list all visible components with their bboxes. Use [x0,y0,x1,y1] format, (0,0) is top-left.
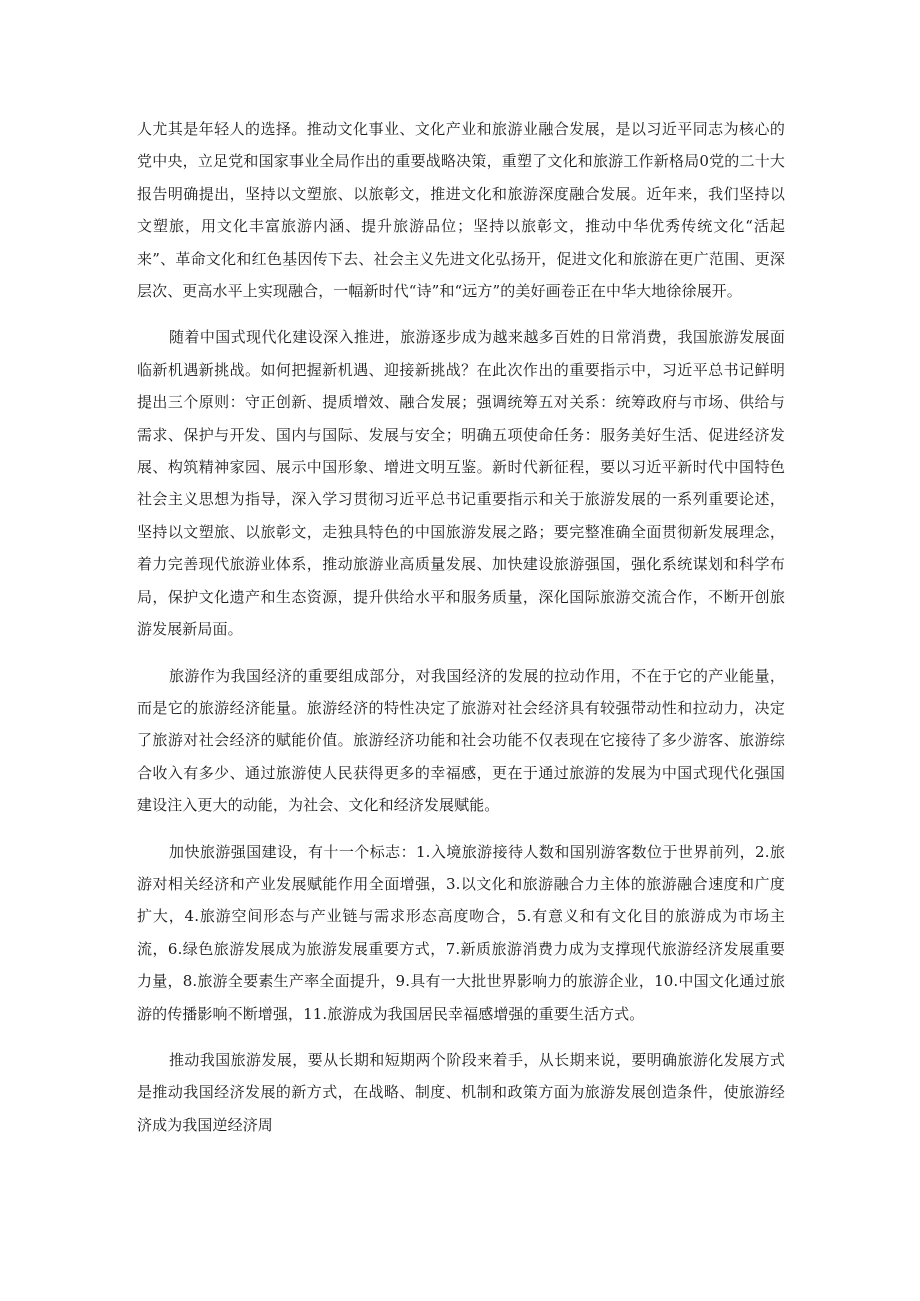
paragraph-3: 旅游作为我国经济的重要组成部分，对我国经济的发展的拉动作用，不在于它的产业能量，而是它的旅游经济能量。旅游经济的特性决定了旅游对社会经济具有较强带动性和拉动力，决定了旅游对社会经济的赋能价值。旅游经济功能和社会功能不仅表现在它接待了多少游客、旅游综合收入有多少、通过旅游使人民获得更多的幸福感，更在于通过旅游的发展为中国式现代化强国建设注入更大的动能，为社会、文化和经济发展赋能。 [137,666,785,815]
paragraph-2: 随着中国式现代化建设深入推进，旅游逐步成为越来越多百姓的日常消费，我国旅游发展面临新机遇新挑战。如何把握新机遇、迎接新挑战？在此次作出的重要指示中，习近平总书记鲜明提出三个原则：守正创新、提质增效、融合发展；强调统筹五对关系：统筹政府与市场、供给与需求、保护与开发、国内与国际、发展与安全；明确五项使命任务：服务美好生活、促进经济发展、构筑精神家园、展示中国形象、增进文明互鉴。新时代新征程，要以习近平新时代中国特色社会主义思想为指导，深入学习贯彻习近平总书记重要指示和关于旅游发展的一系列重要论述，坚持以文塑旅、以旅彰文，走独具特色的中国旅游发展之路；要完整准确全面贯彻新发展理念，着力完善现代旅游业体系，推动旅游业高质量发展、加快建设旅游强国，强化系统谋划和科学布局，保护文化遗产和生态资源，提升供给水平和服务质量，深化国际旅游交流合作，不断开创旅游发展新局面。 [137,328,785,639]
paragraph-4: 加快旅游强国建设，有十一个标志：1.入境旅游接待人数和国别游客数位于世界前列，2.旅游对相关经济和产业发展赋能作用全面增强，3.以文化和旅游融合力主体的旅游融合速度和广度扩大，4.旅游空间形态与产业链与需求形态高度吻合，5.有意义和有文化目的旅游成为市场主流，6.绿色旅游发展成为旅游发展重要方式，7.新质旅游消费力成为支撑现代旅游经济发展重要力量，8.旅游全要素生产率全面提升，9.具有一大批世界影响力的旅游企业，10.中国文化通过旅游的传播影响不断增强，11.旅游成为我国居民幸福感增强的重要生活方式。 [137,842,785,1023]
paragraph-1: 人尤其是年轻人的选择。推动文化事业、文化产业和旅游业融合发展，是以习近平同志为核心的党中央，立足党和国家事业全局作出的重要战略决策，重塑了文化和旅游工作新格局0党的二十大报告明确提出，坚持以文塑旅、以旅彰文，推进文化和旅游深度融合发展。近年来，我们坚持以文塑旅，用文化丰富旅游内涵、提升旅游品位；坚持以旅彰文，推动中华优秀传统文化“活起来”、革命文化和红色基因传下去、社会主义先进文化弘扬开，促进文化和旅游在更广范围、更深层次、更高水平上实现融合，一幅新时代“诗”和“远方”的美好画卷正在中华大地徐徐展开。 [137,120,785,301]
document-body [137,113,785,1155]
paragraph-5: 推动我国旅游发展，要从长期和短期两个阶段来着手，从长期来说，要明确旅游化发展方式是推动我国经济发展的新方式，在战略、制度、机制和政策方面为旅游发展创造条件，使旅游经济成为我国逆经济周 [137,1050,785,1134]
